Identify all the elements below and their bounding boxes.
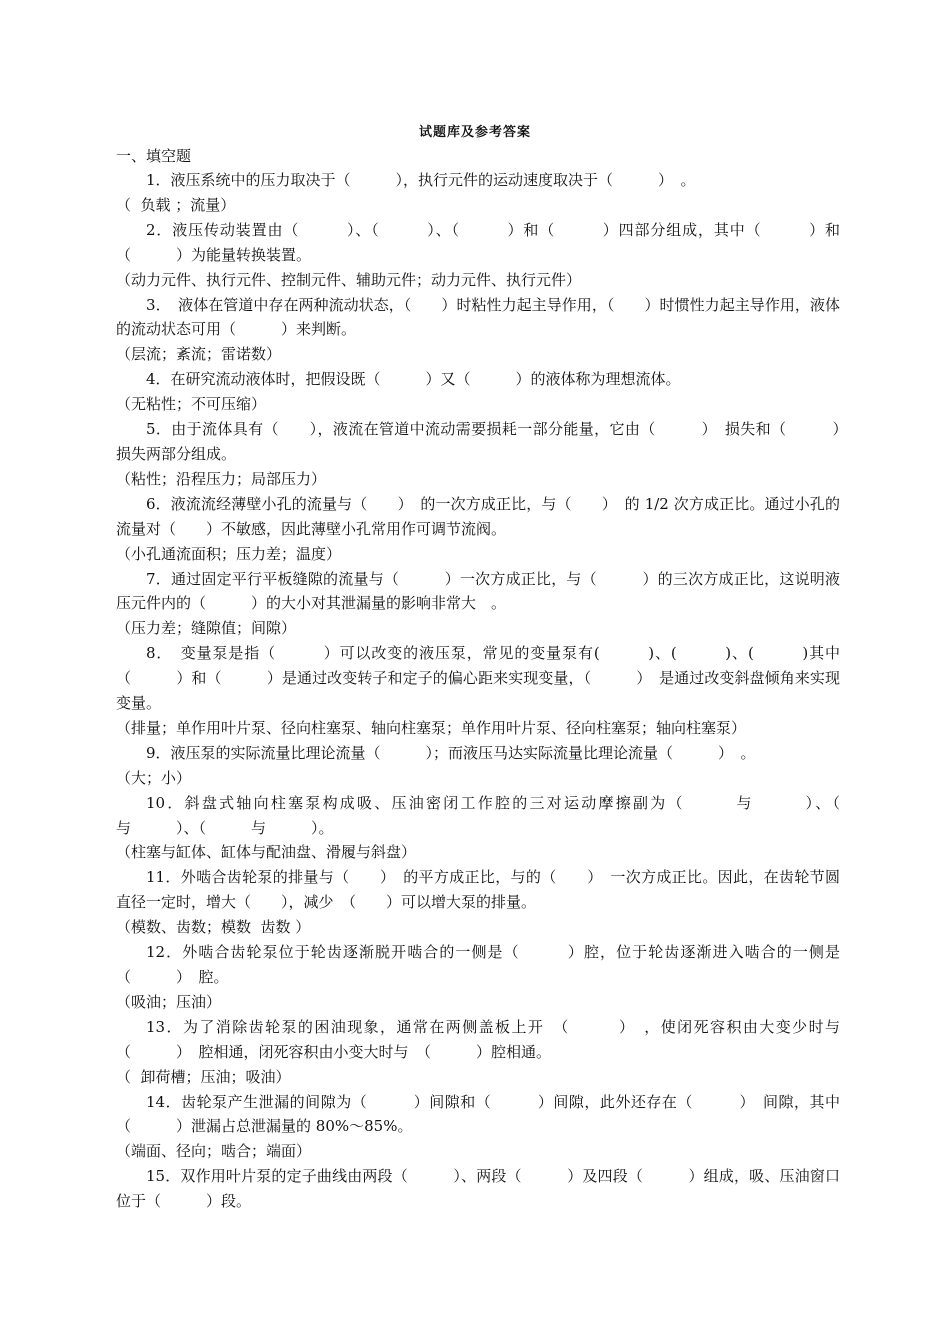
section-heading: 一、填空题 xyxy=(116,147,192,165)
answer-text: （层流；紊流；雷诺数） xyxy=(116,345,282,364)
question-text: 8． 变量泵是指（ ）可以改变的液压泵，常见的变量泵有( )、( )、( )其中 （ ）和（ ）是通过改变转子和定子的偏心距来实现变量，（ ） 是通过改变斜盘倾角来实现变量。 xyxy=(116,644,856,713)
question-text: 3． 液体在管道中存在两种流动状态，（ ）时粘性力起主导作用，（ ）时惯性力起主导作用，液体的流动状态可用（ ）来判断。 xyxy=(116,295,840,339)
answer-text: （压力差；缝隙值；间隙） xyxy=(116,619,297,638)
answer-text: （粘性；沿程压力；局部压力） xyxy=(116,469,327,488)
answer-text: （模数、齿数；模数 齿数 ） xyxy=(116,918,311,937)
question-text: 7．通过固定平行平板缝隙的流量与（ ）一次方成正比，与（ ）的三次方成正比，这说明液压元件内的（ ）的大小对其泄漏量的影响非常大 。 xyxy=(116,569,840,613)
question-text: 6．液流流经薄壁小孔的流量与（ ） 的一次方成正比，与（ ） 的 1/2 次方成正比。通过小孔的流量对（ ）不敏感，因此薄壁小孔常用作可调节流阀。 xyxy=(116,494,840,538)
question-text: 4．在研究流动液体时，把假设既（ ）又（ ）的液体称为理想流体。 xyxy=(146,370,681,389)
answer-text: （吸油；压油） xyxy=(116,992,222,1011)
question-text: 11．外啮合齿轮泵的排量与（ ） 的平方成正比，与的（ ） 一次方成正比。因此，在齿轮节圆直径一定时，增大（ ），减少 （ ）可以增大泵的排量。 xyxy=(116,868,840,912)
question-text: 14．齿轮泵产生泄漏的间隙为（ ）间隙和（ ）间隙，此外还存在（ ） 间隙，其中（ ）泄漏占总泄漏量的 80%～85%。 xyxy=(116,1092,840,1136)
question-text: 5．由于流体具有（ ），液流在管道中流动需要损耗一部分能量，它由（ ） 损失和（ ） 损失两部分组成。 xyxy=(116,420,856,463)
answer-text: （动力元件、执行元件、控制元件、辅助元件；动力元件、执行元件） xyxy=(116,270,582,289)
question-text: 12．外啮合齿轮泵位于轮齿逐渐脱开啮合的一侧是（ ）腔，位于轮齿逐渐进入啮合的一侧是（ ） 腔。 xyxy=(116,943,840,986)
answer-text: （大；小） xyxy=(116,768,192,787)
answer-text: （ 负载 ；流量） xyxy=(116,195,236,214)
document-title: 试题库及参考答案 xyxy=(418,125,531,140)
answer-text: （无粘性；不可压缩） xyxy=(116,395,267,414)
question-text: 10．斜盘式轴向柱塞泵构成吸、压油密闭工作腔的三对运动摩擦副为（ 与 ）、（ 与 ）、（ 与 ）。 xyxy=(116,793,886,837)
question-text: 9．液压泵的实际流量比理论流量（ ）；而液压马达实际流量比理论流量（ ） 。 xyxy=(146,743,756,762)
question-list xyxy=(116,168,886,1214)
answer-text: （排量；单作用叶片泵、径向柱塞泵、轴向柱塞泵；单作用叶片泵、径向柱塞泵；轴向柱塞泵） xyxy=(116,718,747,737)
answer-text: （柱塞与缸体、缸体与配油盘、滑履与斜盘） xyxy=(116,843,417,862)
answer-text: （ 卸荷槽；压油；吸油） xyxy=(116,1067,291,1086)
question-text: 2．液压传动装置由（ ）、（ ）、（ ）和（ ）四部分组成，其中（ ）和（ ）为能量转换装置。 xyxy=(116,220,840,264)
answer-text: （小孔通流面积；压力差；温度） xyxy=(116,544,342,563)
question-text: 1．液压系统中的压力取决于（ ），执行元件的运动速度取决于（ ） 。 xyxy=(146,171,696,189)
question-text: 15．双作用叶片泵的定子曲线由两段（ ）、两段（ ）及四段（ ）组成，吸、压油窗口位于（ ）段。 xyxy=(116,1167,840,1211)
question-text: 13．为了消除齿轮泵的困油现象，通常在两侧盖板上开 （ ） ，使闭死容积由大变少时与（ ） 腔相通，闭死容积由小变大时与 （ ）腔相通。 xyxy=(116,1017,840,1061)
answer-text: （端面、径向；啮合；端面） xyxy=(116,1142,312,1161)
